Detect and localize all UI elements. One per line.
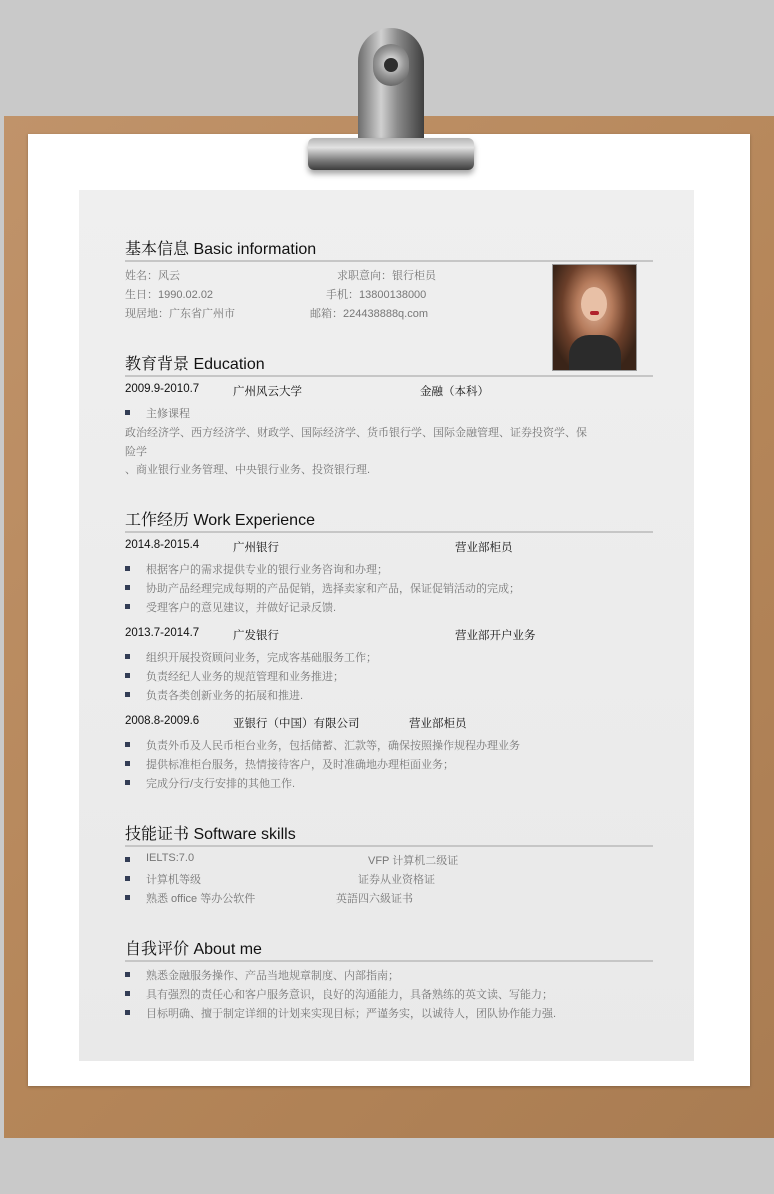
- job-role: 营业部开户业务: [455, 630, 536, 642]
- job-item: 根据客户的需求提供专业的银行业务咨询和办理；: [146, 561, 388, 577]
- basic-name: 姓名：风云: [125, 270, 180, 282]
- job-item: 负责外币及人民币柜台业务，包括储蓄、汇款等，确保按照操作规程办理业务: [146, 737, 520, 753]
- about-item: 目标明确、擅于制定详细的计划来实现目标；严谨务实，以诚待人，团队协作能力强.: [146, 1005, 556, 1021]
- about-item: 具有强烈的责任心和客户服务意识，良好的沟通能力，具备熟练的英文读、写能力；: [146, 986, 553, 1002]
- education-school: 广州风云大学: [233, 386, 302, 398]
- section-title-skills: 技能证书 Software skills: [125, 821, 653, 847]
- job-item: 协助产品经理完成每期的产品促销，选择卖家和产品，保证促销活动的完成；: [146, 580, 520, 596]
- job-item: 负责经纪人业务的规范管理和业务推进；: [146, 668, 344, 684]
- job-item: 负责各类创新业务的拓展和推进.: [146, 687, 303, 703]
- binder-clip-icon: [308, 138, 474, 170]
- skill-item: IELTS:7.0: [146, 852, 195, 864]
- education-course-label: 主修课程: [146, 405, 190, 421]
- photo-face: [581, 287, 607, 321]
- basic-birth: 生日：1990.02.02: [125, 289, 214, 301]
- section-title-work: 工作经历 Work Experience: [125, 507, 653, 533]
- skill-item: 计算机等级: [146, 871, 201, 887]
- education-courses-line1: 政治经济学、西方经济学、财政学、国际经济学、货币银行学、国际金融管理、证券投资学、保: [125, 427, 587, 439]
- photo-lips: [590, 311, 599, 315]
- skill-item: VFP 计算机二级证: [368, 855, 459, 867]
- binder-clip-hole: [384, 58, 398, 72]
- basic-phone: 手机：13800138000: [326, 289, 427, 301]
- skill-item: 熟悉 office 等办公软件: [146, 890, 255, 906]
- skill-item: 英語四六級证书: [336, 893, 413, 905]
- job-period: 2014.8-2015.4: [125, 539, 200, 551]
- education-major: 金融（本科）: [420, 386, 489, 398]
- job-item: 受理客户的意见建议，并做好记录反馈.: [146, 599, 336, 615]
- section-title-about: 自我评价 About me: [125, 936, 653, 962]
- section-title-basic: 基本信息 Basic information: [125, 236, 653, 262]
- job-company: 亚银行（中国）有限公司: [233, 718, 360, 730]
- job-role: 营业部柜员: [455, 542, 513, 554]
- basic-location: 现居地：广东省广州市: [125, 308, 235, 320]
- basic-intent: 求职意向：银行柜员: [337, 270, 436, 282]
- education-courses-line2: 险学: [125, 446, 147, 458]
- job-item: 提供标准柜台服务，热情接待客户，及时准确地办理柜面业务；: [146, 756, 454, 772]
- job-role: 营业部柜员: [409, 718, 467, 730]
- skill-item: 证券从业资格证: [358, 874, 435, 886]
- job-item: 组织开展投资顾问业务，完成客基础服务工作；: [146, 649, 377, 665]
- about-item: 熟悉金融服务操作、产品当地规章制度、内部指南；: [146, 967, 399, 983]
- job-period: 2008.8-2009.6: [125, 715, 200, 727]
- job-period: 2013.7-2014.7: [125, 627, 200, 639]
- education-period: 2009.9-2010.7: [125, 383, 200, 395]
- education-courses-line3: 、商业银行业务管理、中央银行业务、投资银行理.: [125, 464, 371, 476]
- job-company: 广发银行: [233, 630, 279, 642]
- job-item: 完成分行/支行安排的其他工作.: [146, 775, 295, 791]
- job-company: 广州银行: [233, 542, 279, 554]
- section-title-education: 教育背景 Education: [125, 351, 653, 377]
- basic-email: 邮箱：224438888q.com: [310, 308, 429, 320]
